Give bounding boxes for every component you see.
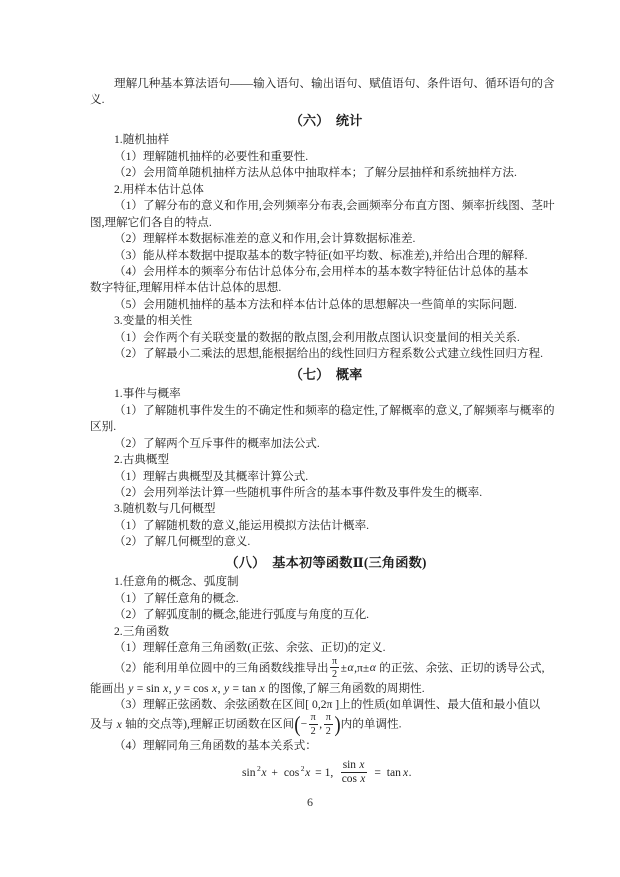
math-text: ±: [362, 661, 370, 675]
syllabus-line: （1）理解任意角三角函数(正弦、余弦、正切)的定义.: [114, 641, 386, 655]
syllabus-line: （2）了解弧度制的概念,能进行弧度与角度的互化.: [114, 608, 370, 622]
syllabus-line: 2.用样本估计总体: [114, 182, 204, 196]
fraction-pi-over-2: $\frac{\pi}{2}$: [310, 712, 316, 737]
math-text: 及与: [90, 718, 114, 732]
syllabus-line: （3）理解正弦函数、余弦函数在区间[ 0,2π ]上的性质(如单调性、最大值和最小值以: [114, 698, 541, 712]
math-text: = sin: [136, 681, 160, 695]
exponent: 2: [300, 764, 305, 774]
math-var-y: y: [223, 681, 230, 695]
syllabus-line: （2）会用列举法计算一些随机事件所含的基本事件数及事件发生的概率.: [114, 485, 483, 499]
math-var-x: x: [211, 681, 218, 695]
section-heading-statistics: （六） 统计: [289, 113, 363, 129]
math-text: π: [357, 661, 363, 675]
math-var-alpha: α: [347, 661, 354, 675]
math-text: ,: [217, 681, 221, 695]
syllabus-line: （5）会用随机抽样的基本方法和样本估计总体的思想解决一些简单的实际问题.: [114, 297, 517, 311]
math-var-x: x: [163, 681, 169, 695]
syllabus-line: （2）了解两个互斥事件的概率加法公式.: [114, 436, 320, 450]
syllabus-line: 1.事件与概率: [114, 387, 181, 401]
math-text: = cos: [183, 681, 209, 695]
math-var-x: x: [259, 681, 265, 695]
math-text: 轴的交点等),理解正切函数在区间: [125, 718, 295, 732]
section-heading-trig-functions: （八） 基本初等函数Ⅱ(三角函数): [225, 555, 427, 571]
fraction-pi-over-2: $\frac{\pi}{2}$: [332, 655, 338, 680]
syllabus-line: （1）了解随机事件发生的不确定性和频率的稳定性,了解概率的意义,了解频率与概率的: [114, 403, 555, 417]
math-text: ,: [168, 681, 172, 695]
math-fn-cos: cos: [283, 765, 300, 779]
math-line-graphs: [90, 681, 562, 697]
math-text: 的正弦、余弦、正切的诱导公式,: [379, 661, 545, 675]
syllabus-line: （1）了解随机数的意义,能运用模拟方法估计概率.: [114, 518, 370, 532]
formula-trig-identity: [90, 760, 562, 787]
math-fn-tan: tan: [386, 765, 401, 779]
syllabus-line: 2.三角函数: [114, 624, 170, 638]
syllabus-line: （2）会用简单随机抽样方法从总体中抽取样本；了解分层抽样和系统抽样方法.: [114, 166, 517, 180]
section-heading-probability: （七） 概率: [289, 367, 363, 383]
syllabus-line: （4）理解同角三角函数的基本关系式：: [114, 738, 317, 752]
math-line-induction-formulas: [90, 657, 562, 681]
syllabus-line: （1）会作两个有关联变量的数据的散点图,会利用散点图认识变量间的相关关系.: [114, 330, 520, 344]
syllabus-line: （3）能从样本数据中提取基本的数字特征(如平均数、标准差),并给出合理的解释.: [114, 248, 528, 262]
math-fn-sin: sin: [241, 765, 256, 779]
equals-sign: =: [374, 765, 381, 779]
math-line-tangent-interval: [90, 713, 562, 737]
plus-sign: +: [271, 765, 278, 779]
syllabus-line: （1）理解古典概型及其概率计算公式.: [114, 469, 309, 483]
page-content: [90, 76, 562, 789]
syllabus-line-continuation: 数字特征,理解用样本估计总体的思想.: [90, 281, 282, 295]
math-text: （2）能利用单位圆中的三角函数线推导出: [114, 661, 329, 675]
page-number: 6: [307, 795, 313, 809]
math-var-x: x: [116, 718, 122, 732]
syllabus-line: 1.任意角的概念、弧度制: [114, 575, 239, 589]
syllabus-line: 3.随机数与几何概型: [114, 502, 216, 516]
syllabus-line: 1.随机抽样: [114, 133, 170, 147]
close-paren: ): [334, 713, 341, 738]
math-text: ,: [354, 661, 358, 675]
syllabus-line: （2）理解样本数据标准差的意义和作用,会计算数据标准差.: [114, 232, 416, 246]
math-text: 能画出: [90, 681, 125, 695]
math-var-x: x: [402, 765, 409, 779]
syllabus-line: （2）了解最小二乘法的思想,能根据给出的线性回归方程系数公式建立线性回归方程.: [114, 347, 543, 361]
syllabus-line-continuation: 图,理解它们各自的特点.: [90, 215, 212, 229]
math-text: .: [408, 765, 412, 779]
intro-line-continuation: 义.: [90, 93, 105, 107]
math-var-alpha: α: [369, 661, 376, 675]
intro-line: 理解几种基本算法语句——输入语句、输出语句、赋值语句、条件语句、循环语句的含: [114, 77, 555, 90]
fraction-pi-over-2: $\frac{\pi}{2}$: [325, 712, 331, 737]
syllabus-line-continuation: 区别.: [90, 420, 117, 434]
syllabus-line: （2）了解几何概型的意义.: [114, 535, 251, 549]
math-text: 内的单调性.: [340, 718, 402, 732]
syllabus-line: 2.古典概型: [114, 453, 170, 467]
fraction-sinx-over-cosx: $\frac{\text{sin x}}{\text{cos x}}$: [341, 758, 366, 786]
math-text: ±: [340, 661, 348, 675]
math-var-x: x: [305, 765, 311, 779]
minus-sign: −: [300, 718, 308, 732]
math-var-x: x: [261, 765, 267, 779]
math-text: ,: [319, 718, 323, 732]
syllabus-line: （4）会用样本的频率分布估计总体分布,会用样本的基本数字特征估计总体的基本: [114, 265, 529, 279]
math-var-y: y: [128, 681, 134, 695]
syllabus-line: （1）理解随机抽样的必要性和重要性.: [114, 149, 309, 163]
syllabus-line: （1）了解分布的意义和作用,会列频率分布表,会画频率分布直方图、频率折线图、茎叶: [114, 199, 555, 213]
math-text: = 1,: [315, 765, 334, 779]
syllabus-line: 3.变量的相关性: [114, 314, 193, 328]
math-text: 的图像,了解三角函数的周期性.: [268, 681, 425, 695]
syllabus-line: （1）了解任意角的概念.: [114, 591, 239, 605]
open-paren: (: [294, 713, 301, 738]
math-var-y: y: [175, 681, 181, 695]
exponent: 2: [257, 764, 261, 774]
math-text: = tan: [232, 681, 257, 695]
